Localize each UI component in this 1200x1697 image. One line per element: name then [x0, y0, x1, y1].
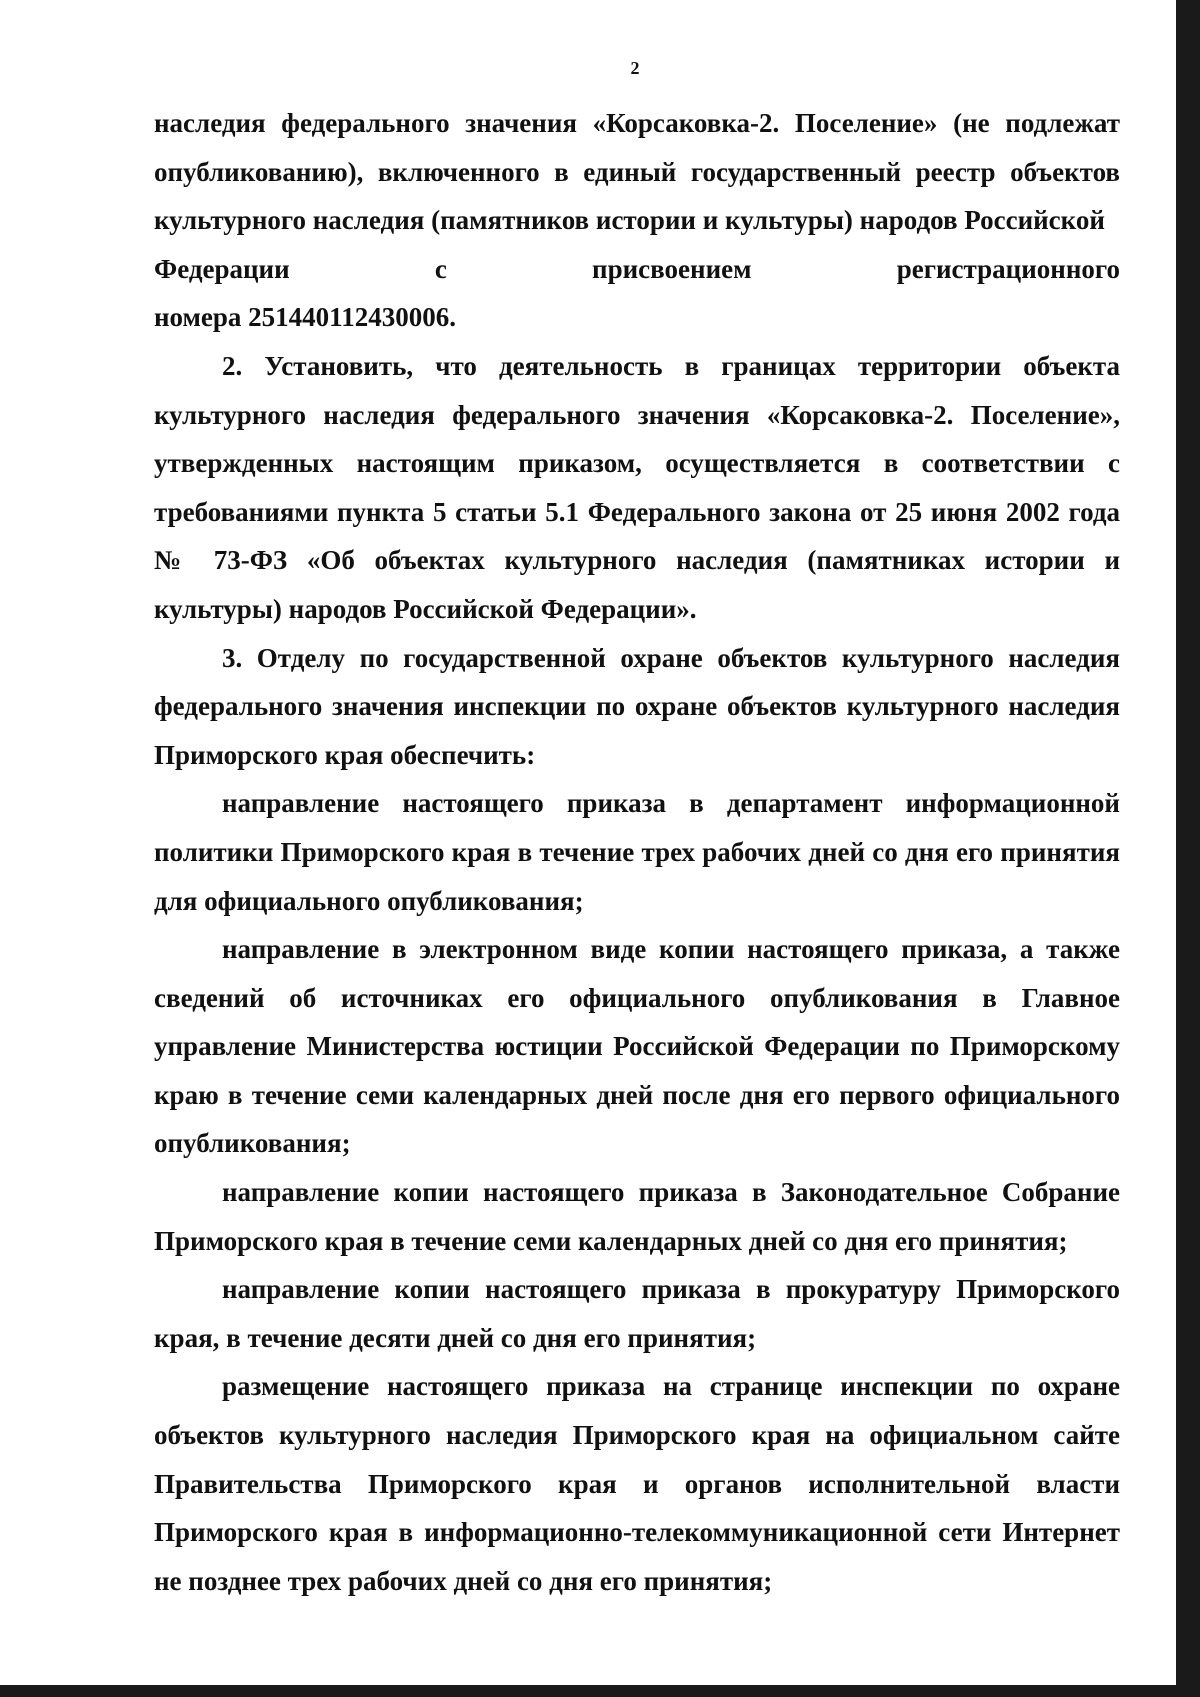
paragraph-5: направление в электронном виде копии настоящего приказа, а также сведений об источниках его официального опубликования в Главное управление Министерства юстиции Российской Федерации по Приморскому краю в течение семи календарных дней после дня его первого официального опубликования;: [154, 934, 1120, 1159]
paragraph-8: размещение настоящего приказа на странице инспекции по охране объектов культурного наследия Приморского края на официальном сайте Правительства Приморского края и органов исполнительной власти Приморского края в информационно-телекоммуникационной сети Интернет не позднее трех рабочих дней со дня его принятия;: [154, 1371, 1120, 1596]
paragraph-1-end: номера 251440112430006.: [154, 302, 456, 333]
paragraph-2: 2. Установить, что деятельность в границах территории объекта культурного наследия федерального значения «Корсаковка-2. Поселение», утвержденных настоящим приказом, осуществляется в соответствии с требованиями пункта 5 статьи 5.1 Федерального закона от 25 июня 2002 года № 73-ФЗ «Об объектах культурного наследия (памятниках истории и культуры) народов Российской Федерации».: [154, 350, 1120, 624]
paragraph-7: направление копии настоящего приказа в прокуратуру Приморского края, в течение десяти дней со дня его принятия;: [154, 1274, 1120, 1353]
paragraph-1-word: регистрационного: [896, 253, 1120, 284]
paragraph-1-word: Федерации: [154, 253, 290, 284]
paragraph-1: наследия федерального значения «Корсаковка-2. Поселение» (не подлежат опубликованию), включенного в единый государственный реестр объектов культурного наследия (памятников истории и культуры) народов Российской: [154, 108, 1120, 236]
scan-edge-right: [1176, 0, 1200, 1697]
paragraph-1-word: присвоением: [592, 253, 752, 284]
paragraph-6: направление копии настоящего приказа в Законодательное Собрание Приморского края в течение семи календарных дней со дня его принятия;: [154, 1177, 1120, 1256]
paragraph-4: направление настоящего приказа в департамент информационной политики Приморского края в течение трех рабочих дней со дня его принятия для официального опубликования;: [154, 788, 1120, 916]
scan-edge-bottom: [0, 1685, 1200, 1697]
paragraph-1-justified-line: [154, 245, 1120, 294]
document-body: [154, 99, 1120, 1605]
paragraph-1-word: с: [434, 253, 447, 284]
page-number: 2: [630, 58, 640, 78]
paragraph-3: 3. Отделу по государственной охране объектов культурного наследия федерального значения инспекции по охране объектов культурного наследия Приморского края обеспечить:: [154, 642, 1120, 770]
